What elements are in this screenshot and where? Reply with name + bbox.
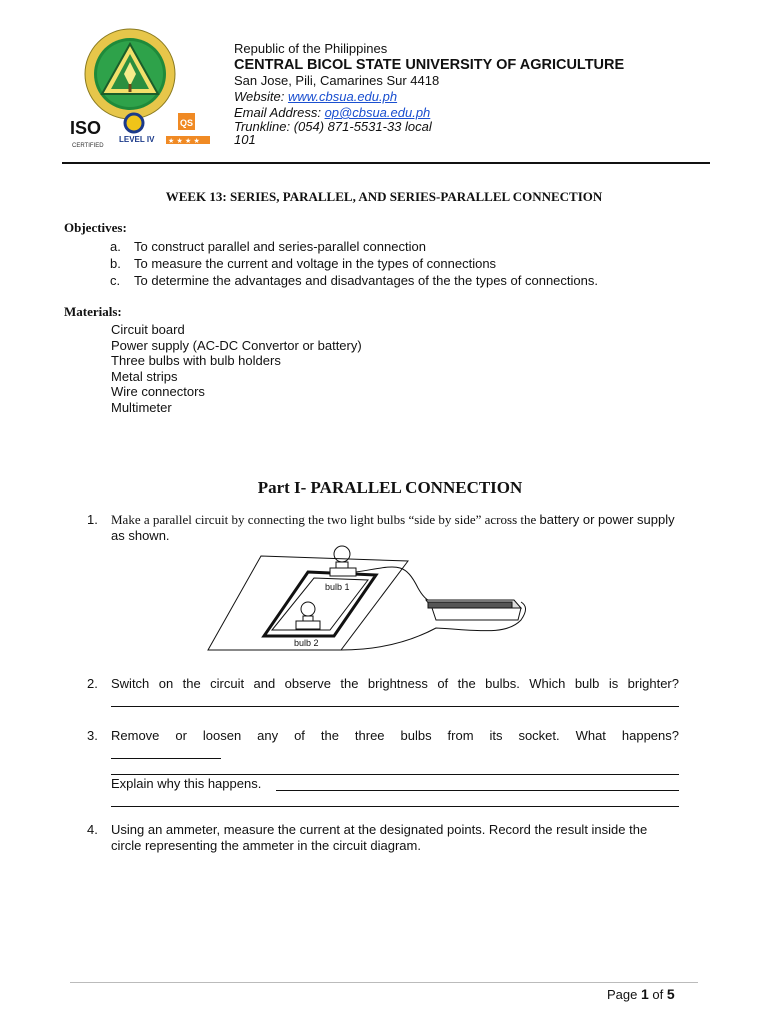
footer-divider — [70, 982, 698, 983]
svg-text:CERTIFIED: CERTIFIED — [72, 143, 104, 149]
objective-text: To determine the advantages and disadvantages of the the types of connections. — [134, 273, 598, 288]
header-divider — [62, 162, 710, 164]
question-1-text-part-b: battery or power supply as shown. — [111, 512, 675, 543]
material-item: Circuit board — [111, 322, 185, 337]
explain-prompt: Explain why this happens. — [111, 776, 262, 791]
question-4-text: Using an ammeter, measure the current at the designated points. Record the result inside the circle representing the ammeter in the circuit diagram. — [111, 822, 648, 853]
question-2-text: Switch on the circuit and observe the brightness of the bulbs. Which bulb is brighter? — [111, 676, 679, 691]
header-trunkline: Trunkline: (054) 871-5531-33 local — [234, 119, 432, 134]
week-title: WEEK 13: SERIES, PARALLEL, AND SERIES-PARALLEL CONNECTION — [165, 189, 603, 204]
answer-line[interactable] — [111, 706, 679, 707]
page-number — [607, 986, 675, 1002]
answer-line[interactable] — [276, 790, 679, 791]
website-link[interactable]: www.cbsua.edu.ph — [287, 89, 398, 104]
website-label: Website: — [234, 89, 285, 104]
header-website-line — [234, 89, 397, 105]
parallel-circuit-diagram — [206, 540, 536, 652]
accreditation-badges — [66, 110, 216, 152]
svg-text:LEVEL IV: LEVEL IV — [119, 135, 155, 144]
total-pages: 5 — [666, 986, 675, 1002]
current-page: 1 — [641, 986, 649, 1002]
material-item: Wire connectors — [111, 384, 205, 399]
email-link[interactable]: op@cbsua.edu.ph — [324, 105, 431, 120]
question-number: 3. — [87, 728, 98, 743]
bulb-1 — [325, 546, 356, 592]
answer-line[interactable] — [111, 806, 679, 807]
question-number: 1. — [87, 512, 98, 527]
header-country: Republic of the Philippines — [234, 41, 388, 56]
material-item: Multimeter — [111, 399, 172, 415]
svg-text:ISO: ISO — [70, 118, 102, 138]
question-3-text: Remove or loosen any of the three bulbs from its socket. What happens? — [111, 728, 679, 743]
material-item: Metal strips — [111, 368, 178, 384]
header-university-name: CENTRAL BICOL STATE UNIVERSITY OF AGRICULTURE — [234, 57, 625, 73]
answer-line[interactable] — [111, 774, 679, 775]
objective-text: To construct parallel and series-parallel connection — [134, 239, 426, 254]
iso-certified-badge — [70, 118, 104, 149]
objective-letter: b. — [110, 256, 121, 271]
question-1-text-part-a: Make a parallel circuit by connecting the two light bulbs “side by side” across the — [111, 512, 540, 527]
objective-text: To measure the current and voltage in the types of connections — [134, 256, 497, 271]
qs-stars-badge — [166, 113, 210, 145]
email-label: Email Address: — [234, 105, 321, 120]
bulb-1-label: bulb 1 — [325, 582, 350, 592]
objectives-heading: Objectives: — [64, 220, 127, 235]
material-item: Three bulbs with bulb holders — [111, 353, 281, 368]
header-trunkline-cont: 101 — [234, 132, 256, 147]
svg-text:★ ★ ★ ★: ★ ★ ★ ★ — [168, 137, 200, 145]
answer-line[interactable] — [111, 758, 221, 759]
part-title: Part I- PARALLEL CONNECTION — [257, 478, 523, 497]
question-number: 4. — [87, 822, 98, 837]
svg-text:QS: QS — [180, 118, 194, 128]
of-word: of — [652, 987, 664, 1002]
battery-pack — [426, 600, 521, 620]
material-item: Power supply (AC-DC Convertor or battery) — [111, 337, 362, 353]
bulb-2 — [294, 602, 320, 648]
page-word: Page — [607, 987, 638, 1002]
university-seal-logo — [84, 28, 176, 120]
materials-heading: Materials: — [64, 304, 122, 319]
level-iv-badge — [119, 114, 155, 144]
question-number: 2. — [87, 676, 98, 691]
header-address: San Jose, Pili, Camarines Sur 4418 — [234, 73, 440, 88]
objective-letter: a. — [110, 239, 121, 254]
objective-letter: c. — [110, 273, 121, 288]
bulb-2-label: bulb 2 — [294, 638, 319, 648]
